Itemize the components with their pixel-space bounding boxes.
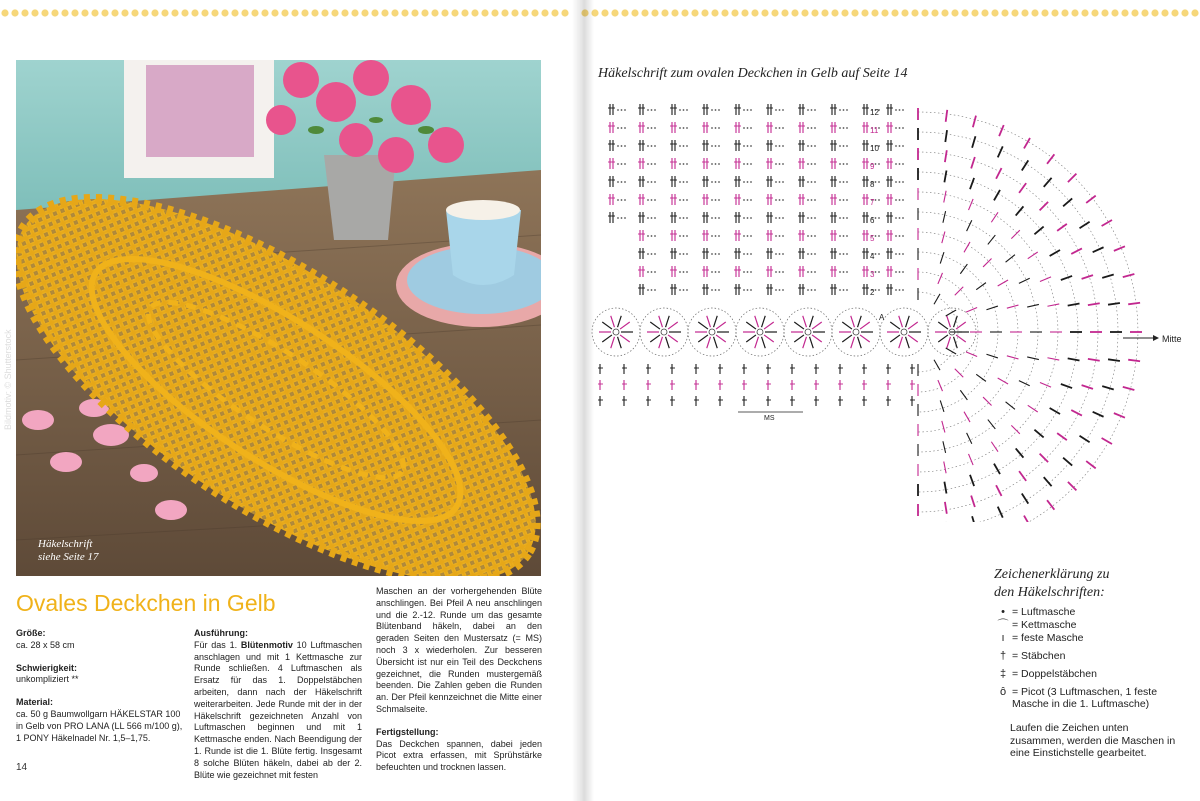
row-number-label: 6 <box>870 216 875 225</box>
doily-photo <box>16 60 541 576</box>
legend-symbol: ı <box>1001 632 1005 644</box>
row-number-label: 9 <box>870 162 875 171</box>
legend-text: = feste Masche <box>1012 632 1084 644</box>
execution-continued: Maschen an der vorhergehenden Blüte anschlingen. Bei Pfeil A neu anschlingen und die 2.-12. Runde um das gesamte Blütenband häkeln, dabei an den geraden Seiten den Mustersatz (= MS) noch 3 x wiederholen. Zur besseren Übersicht ist nur ein Teil des Deckchens gezeichnet, die Runden mustergemäß beenden. Die Zahlen geben die Runden an. Der Pfeil kennzeichnet die Mitte einer Schmalseite. <box>376 586 542 714</box>
size-value: ca. 28 x 58 cm <box>16 639 75 650</box>
difficulty-label: Schwierigkeit: <box>16 662 78 673</box>
ms-label: MS <box>764 415 775 422</box>
crochet-chart-diagram <box>588 92 1192 522</box>
legend-item <box>994 606 1194 618</box>
legend-symbol: ȏ <box>999 686 1007 698</box>
row-number-label: 3 <box>870 270 875 279</box>
row-number-label: 11 <box>870 126 879 135</box>
difficulty-value: unkompliziert ** <box>16 674 79 685</box>
material-label: Material: <box>16 697 54 708</box>
specs-column <box>16 628 184 755</box>
legend-text: = Luftmasche <box>1012 606 1076 618</box>
execution-text: Für das 1. Blütenmotiv 10 Luftmaschen anschlagen und mit 1 Kettmasche zur Runde schließen. 4 Luftmaschen als Ersatz für das 1. Doppelstäbchen arbeiten, dann nach der Häkelschrift weiterarbeiten. Jede Runde mit der in der Häkelschrift gezeichneten Anzahl von Luftmaschen beginnen und mit 1 Kettmasche enden. Nach Beendigung der 1. Runde ist die 1. Blüte fertig. Insgesamt 8 solche Blüten häkeln, dabei ab der 2. Blüte wie gezeichnet mit festen <box>194 639 362 780</box>
legend-text: = Picot (3 Luftmaschen, 1 feste Masche in die 1. Luftmasche) <box>1012 686 1158 710</box>
row-number-label: 5 <box>870 234 875 243</box>
legend-symbol: • <box>1001 606 1005 618</box>
row-number-label: 12 <box>870 108 879 117</box>
legend-item <box>994 686 1194 710</box>
mitte-label: Mitte <box>1162 334 1182 344</box>
finish-text: Das Deckchen spannen, dabei jeden Picot extra erfassen, mit Sprühstärke befeuchten und trocknen lassen. <box>376 738 542 773</box>
size-label: Größe: <box>16 628 46 638</box>
legend-item <box>994 632 1194 644</box>
dotted-border-right <box>580 8 1200 20</box>
continuation-column <box>376 586 542 774</box>
legend-symbol: ⌒ <box>997 619 1009 631</box>
execution-column <box>194 628 362 781</box>
chart-stitches <box>592 104 1142 522</box>
dotted-border-left <box>0 8 572 20</box>
material-value: ca. 50 g Baumwollgarn HÄKELSTAR 100 in Gelb von PRO LANA (LL 566 m/100 g), 1 PONY Häkelnadel Nr. 1,5–1,75. <box>16 708 183 743</box>
arrow-a-label: A <box>879 313 885 322</box>
legend-item <box>994 668 1194 680</box>
crochet-chart-title: Häkelschrift zum ovalen Deckchen in Gelb auf Seite 14 <box>598 66 908 81</box>
photo-caption: Häkelschrift siehe Seite 17 <box>38 538 99 563</box>
row-number-label: 8 <box>870 180 875 189</box>
photo-credit: Bildmotiv: © Shutterstock <box>3 329 13 430</box>
legend-item <box>994 650 1194 662</box>
row-number-label: 7 <box>870 198 875 207</box>
row-number-label: 4 <box>870 252 875 261</box>
finish-label: Fertigstellung: <box>376 726 439 737</box>
stitch-legend <box>994 566 1194 760</box>
legend-text: = Doppelstäbchen <box>1012 668 1097 680</box>
legend-symbol: ‡ <box>999 668 1007 680</box>
left-page <box>0 0 580 801</box>
row-number-label: 10 <box>870 144 879 153</box>
row-number-label: 2 <box>870 288 875 297</box>
legend-text: = Stäbchen <box>1012 650 1066 662</box>
legend-text: = Kettmasche <box>1012 619 1077 631</box>
legend-note: Laufen die Zeichen unten zusammen, werden die Maschen in eine Einstichstelle gearbeitet. <box>1010 722 1176 759</box>
execution-label: Ausführung: <box>194 628 248 638</box>
legend-symbol: † <box>999 650 1007 662</box>
page-number: 14 <box>16 762 28 773</box>
article-title: Ovales Deckchen in Gelb <box>16 590 276 616</box>
legend-title: Zeichenerklärung zu den Häkelschriften: <box>994 567 1110 600</box>
legend-item <box>994 619 1194 631</box>
